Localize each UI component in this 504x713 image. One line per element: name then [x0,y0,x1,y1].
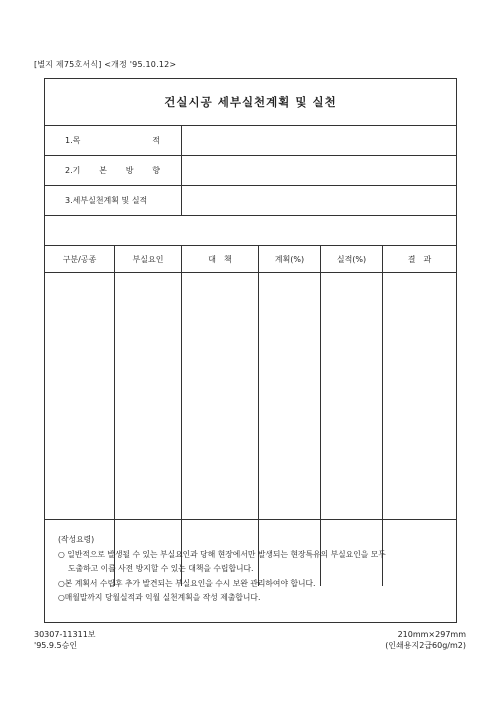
col-result: 결 과 [407,254,432,264]
form-frame [44,78,457,623]
purpose-char-1: 1.목 [65,136,81,145]
row-detail-plan [45,186,456,216]
direction-char-3: 방 [125,166,134,175]
row-detail-plan-label: 3.세부실천계획 및 실적 [45,186,182,215]
row-purpose-label [45,126,182,155]
col-actual-percent: 실적(%) [321,246,383,272]
row-basic-direction [45,156,456,186]
col-countermeasure: 대 책 [182,246,259,272]
footer-approval-number: 30307-11311보 [34,630,96,639]
instructions-heading: (작성요령) [58,535,95,544]
footer-approval-date: '95.9.5승인 [34,641,78,650]
table-column-header [45,246,456,273]
writing-instructions [58,533,453,606]
instruction-item: ○본 계획서 수립후 추가 발견되는 부실요인을 수시 보완 관리하여야 합니다. [58,578,316,588]
row-basic-direction-label [45,156,182,185]
direction-char-2: 본 [99,166,107,175]
purpose-char-2: 적 [152,136,160,145]
footer-paper-size: 210mm×297mm [397,630,466,639]
form-number-note: [별지 제75호서식] <개정 '95.10.12> [34,60,177,69]
footer-paper-grade: (인쇄용지2급60g/m2) [385,641,466,650]
instruction-item: ○ 일반적으로 발생될 수 있는 부실요인과 당해 현장에서만 발생되는 현장특유의 부실요인을 모두 [58,549,386,559]
direction-char-4: 향 [152,166,160,175]
col-plan-percent: 계획(%) [259,246,321,272]
instruction-item: ○매월말까지 당월실적과 익월 실천계획을 작성 제출합니다. [58,593,261,602]
direction-char-1: 2.기 [65,166,81,175]
footer-approval [34,629,96,651]
col-category: 구분/공종 [45,246,115,272]
row-purpose [45,126,456,156]
instruction-item-continued: 도출하고 이를 사전 방지할 수 있는 대책을 수립합니다. [68,564,254,573]
col-defect-cause: 부실요인 [115,246,182,272]
footer-paper-spec [385,629,466,651]
row-blank [45,216,456,246]
form-title: 건실시공 세부실천계획 및 실천 [45,79,456,126]
table-body-bottom-line [45,519,456,520]
